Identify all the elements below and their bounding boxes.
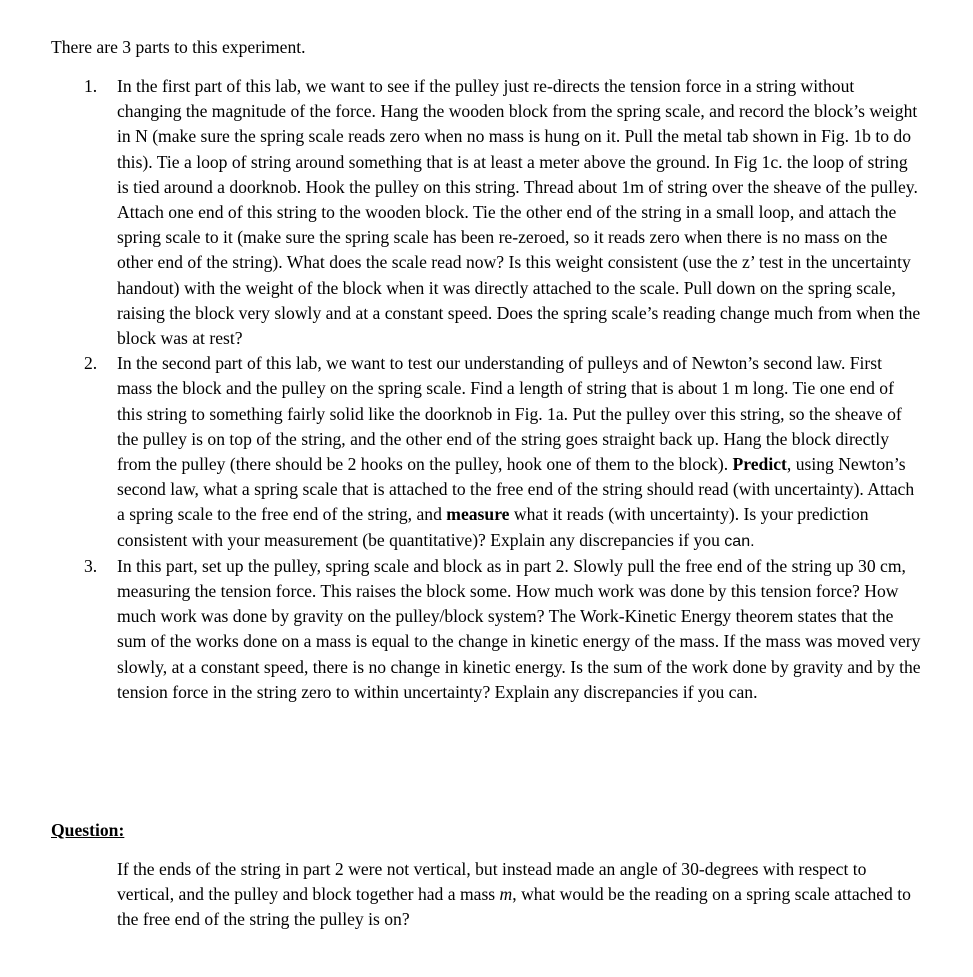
step-number: 2.	[84, 353, 98, 374]
step-text-tail: can.	[724, 532, 755, 550]
step-text: what it reads (with uncertainty). Is your prediction consistent with your measurement (be quantitative)? Explain any discrepancies if you	[117, 504, 869, 550]
step-number: 3.	[84, 555, 98, 576]
step-number: 1.	[84, 76, 98, 96]
question-heading: Question:	[51, 820, 125, 840]
step-text: In the first part of this lab, we want to see if the pulley just re-directs the tension force in a string without changing the magnitude of the force. Hang the wooden block from the spring scale, and record the block’s weight in N (make sure the spring scale reads zero when no mass is hung on it. Pull the metal tab shown in Fig. 1b to do this). Tie a loop of string around something that is at least a meter above the ground. In Fig 1c. the loop of string is tied around a doorknob. Hook the pulley on this string. Thread about 1m of string over the sheave of the pulley. Attach one end of this string to the wooden block. Tie the other end of the string in a small loop, and attach the spring scale to it (make sure the spring scale has been re-zeroed, so it reads zero when there is no mass on the other end of the string). What does the scale read now? Is this weight consistent (use the z’ test in the uncertainty handout) with the weight of the block when it was directly attached to the scale. Pull down on the spring scale, raising the block very slowly and at a constant speed. Does the spring scale’s reading change much from when the block was at rest?	[117, 76, 921, 349]
mass-symbol: m	[499, 884, 513, 905]
question-text	[117, 857, 917, 933]
step-text: In this part, set up the pulley, spring scale and block as in part 2. Slowly pull the free end of the string up 30 cm, measuring the tension force. This raises the block some. How much work was done by this tension force? How much work was done by gravity on the pulley/block system? The Work-Kinetic Energy theorem states that the sum of the works done on a mass is equal to the change in kinetic energy of the mass. If the mass was moved very slowly, at a constant speed, there is no change in kinetic energy. Is the sum of the work done by gravity and by the tension force in the string zero to within uncertainty? Explain any discrepancies if you can.	[117, 555, 921, 702]
question-text-part: If the ends of the string in part 2 were not vertical, but instead made an angle of 30-degrees with respect to vertical, and the pulley and block together had a mass	[117, 859, 867, 905]
step-text: In the second part of this lab, we want to test our understanding of pulleys and of Newton’s second law. First mass the block and the pulley on the spring scale. Find a length of string that is about 1 m long. Tie one end of this string to something fairly solid like the doorknob in Fig. 1a. Put the pulley over this string, so the sheave of the pulley is on top of the string, and the other end of the string goes straight back up. Hang the block directly from the pulley (there should be 2 hooks on the pulley, hook one of them to the block).	[117, 353, 902, 475]
intro-text: There are 3 parts to this experiment.	[51, 37, 306, 57]
measure-keyword: measure	[446, 504, 510, 525]
predict-keyword: Predict	[732, 454, 787, 475]
step-item	[51, 554, 921, 705]
experiment-steps-list	[51, 74, 921, 705]
question-text-part: , what would be the reading on a spring scale attached to the free end of the string the pulley is on?	[117, 884, 911, 930]
step-item	[51, 74, 921, 351]
step-item	[51, 351, 921, 554]
step-text: , using Newton’s second law, what a spring scale that is attached to the free end of the string should read (with uncertainty). Attach a spring scale to the free end of the string, and	[117, 454, 915, 525]
